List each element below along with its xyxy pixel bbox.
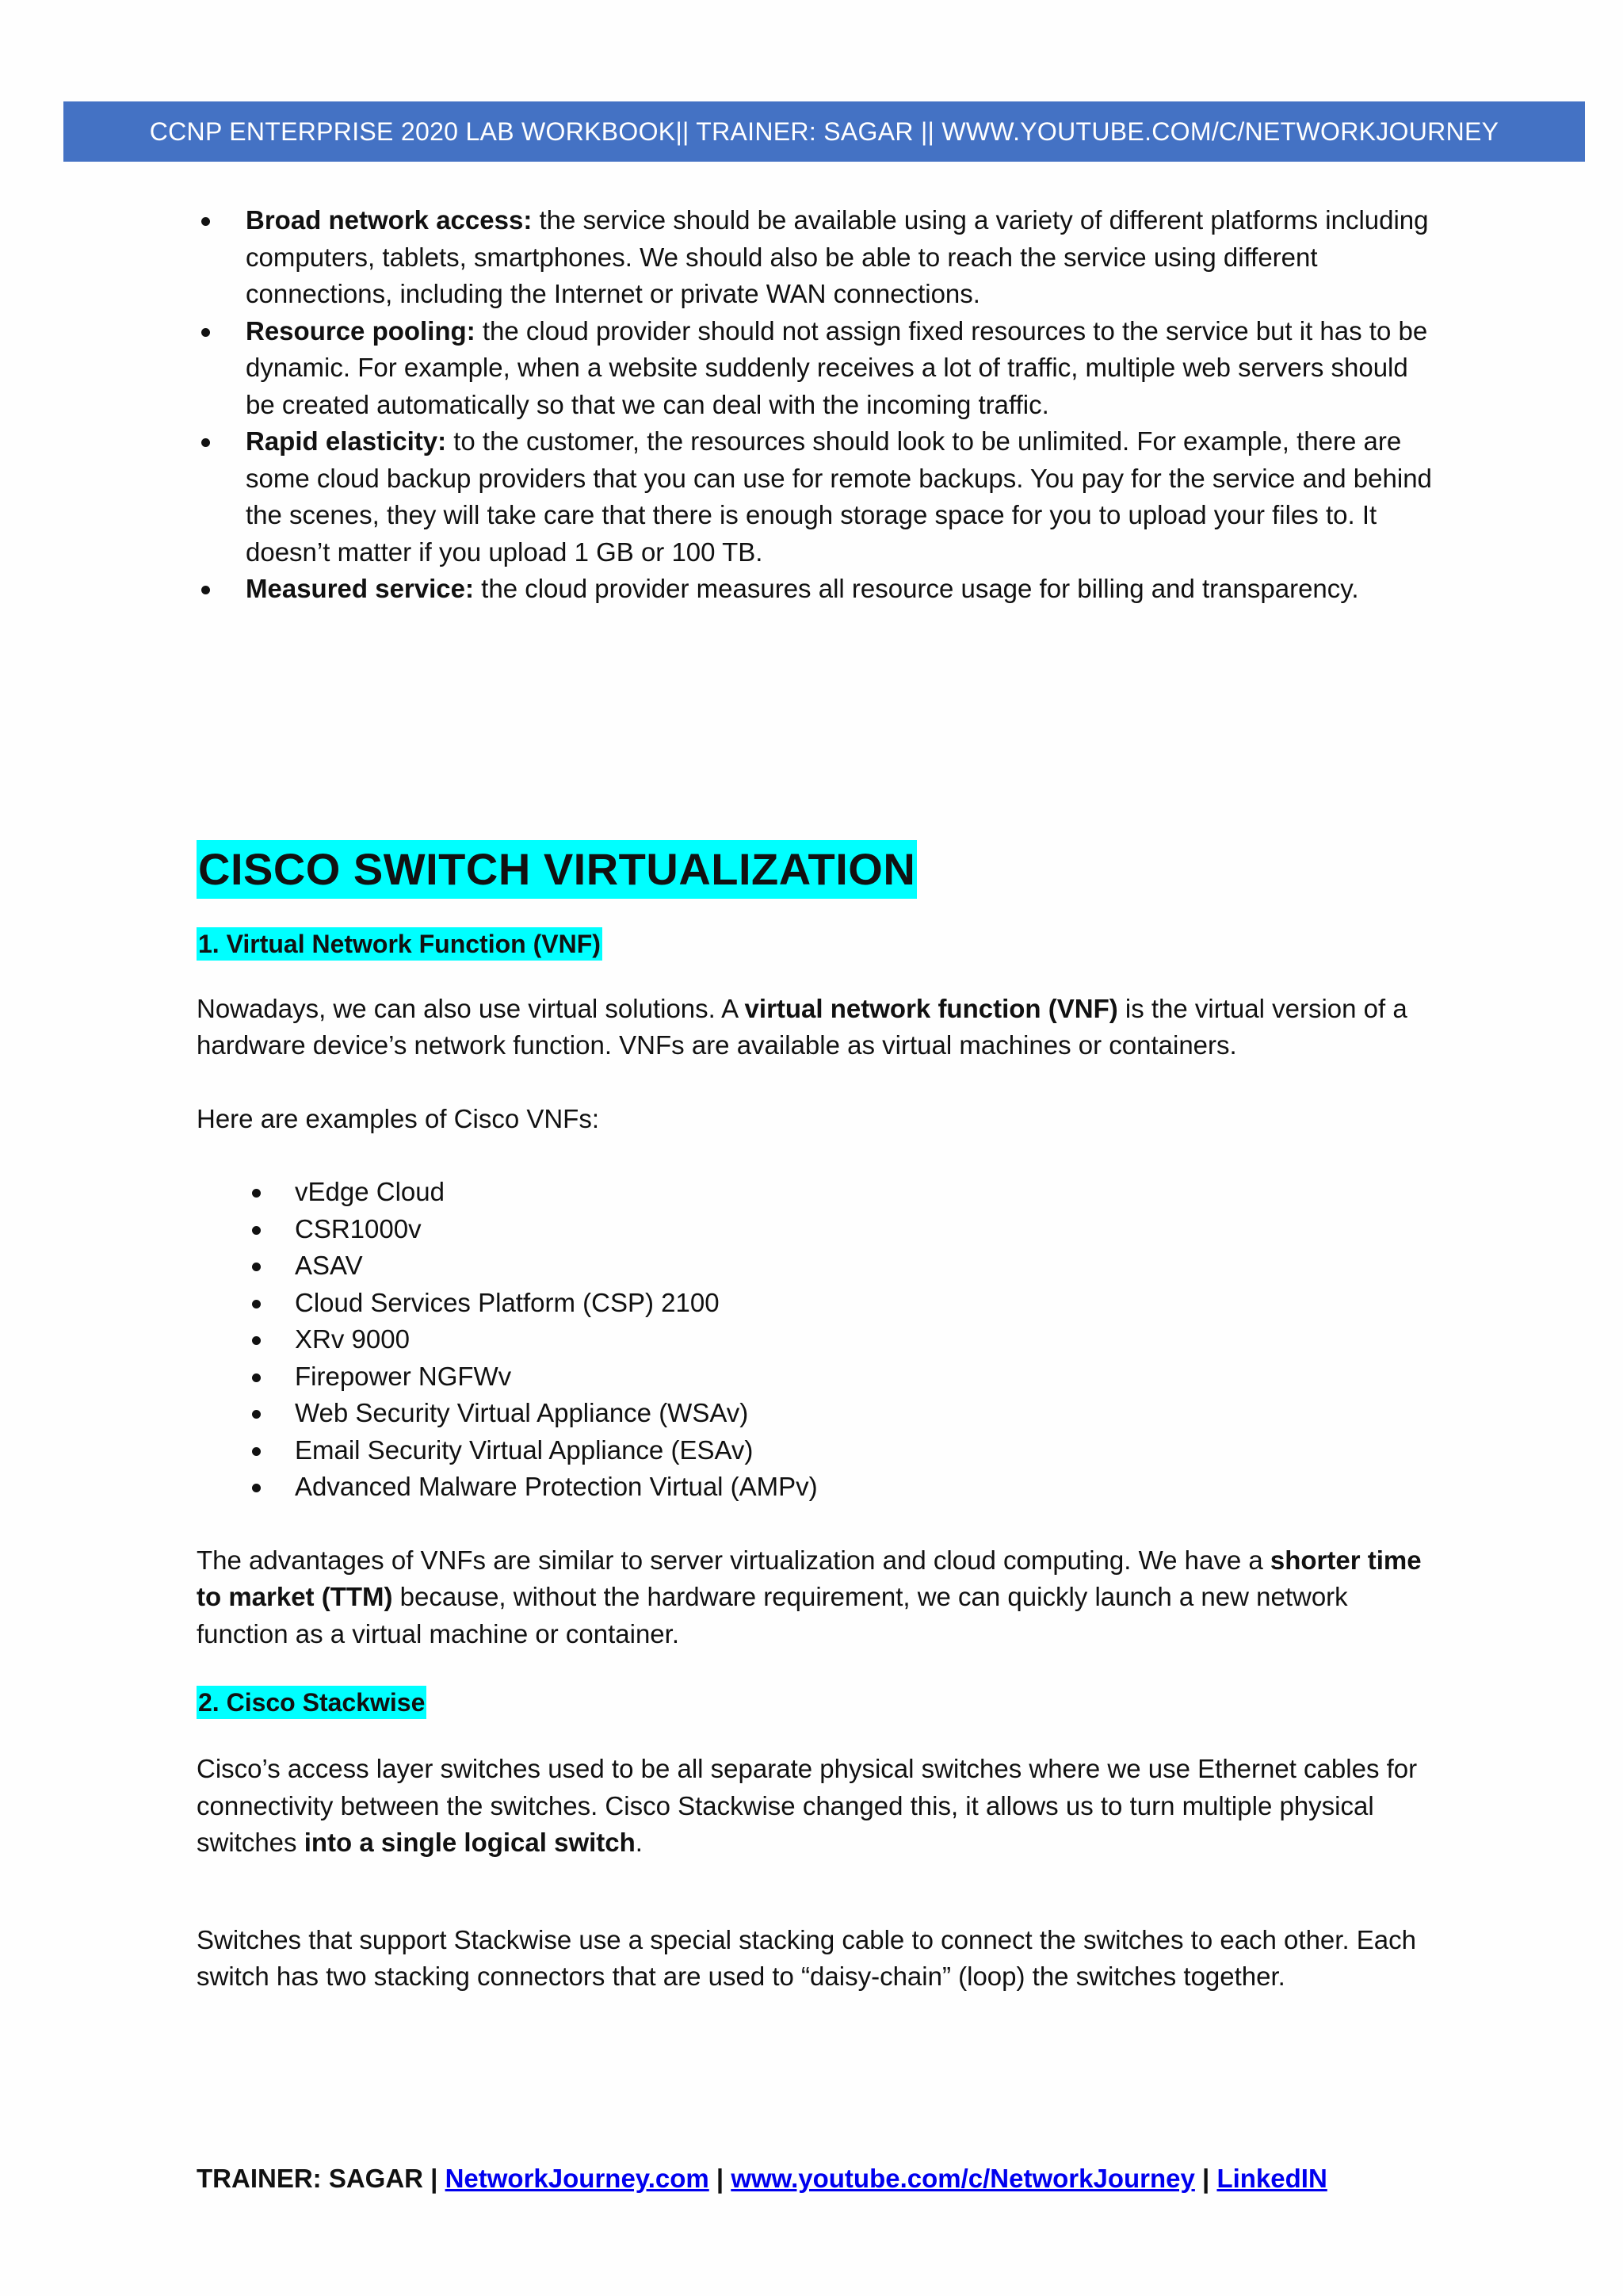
list-item (197, 202, 1433, 313)
page-content (197, 202, 1433, 1996)
bullet-icon (252, 1447, 261, 1456)
list-item (197, 1395, 1433, 1432)
footer-separator: | (1202, 2164, 1210, 2193)
list-item-text: CSR1000v (295, 1213, 422, 1244)
list-item-text: the cloud provider measures all resource usage for billing and transparency. (474, 574, 1359, 603)
list-item-term: Resource pooling: (246, 315, 475, 346)
page-header (63, 101, 1585, 162)
list-item-text: Email Security Virtual Appliance (ESAv) (295, 1435, 754, 1465)
text-run: . (635, 1828, 643, 1857)
bullet-icon (201, 438, 210, 447)
bold-term: into a single logical switch (304, 1828, 636, 1857)
list-item-term: Measured service: (246, 574, 474, 603)
list-item-text: Advanced Malware Protection Virtual (AMPv) (295, 1472, 818, 1501)
stackwise-heading: 2. Cisco Stackwise (197, 1686, 426, 1719)
stackwise-paragraph-1 (197, 1751, 1433, 1862)
bullet-icon (252, 1410, 261, 1419)
bullet-icon (252, 1373, 261, 1382)
text-run: Nowadays, we can also use virtual solutions. A (197, 993, 745, 1023)
list-item-text: Web Security Virtual Appliance (WSAv) (295, 1398, 749, 1427)
bullet-icon (201, 586, 210, 594)
cloud-characteristics-list (197, 202, 1433, 608)
list-item-text: vEdge Cloud (295, 1177, 445, 1206)
text-run: The advantages of VNFs are similar to server virtualization and cloud computing. We have a (197, 1545, 1270, 1575)
list-item-text: Cloud Services Platform (CSP) 2100 (295, 1287, 720, 1317)
list-item-text: XRv 9000 (295, 1324, 410, 1354)
list-item-text: ASAV (295, 1251, 363, 1280)
section-title: CISCO SWITCH VIRTUALIZATION (197, 840, 917, 899)
list-item (197, 1432, 1433, 1469)
list-item (197, 1247, 1433, 1285)
list-item (197, 313, 1433, 424)
vnf-intro-paragraph (197, 991, 1433, 1064)
list-item-term: Broad network access: (246, 205, 533, 235)
list-item-text: to the customer, the resources should look to be unlimited. For example, there are some cloud backup providers that you can use for remote backups. You pay for the service and behind the scenes, they will take care that there is enough storage space for you to upload your files to. It doesn’t matter if you upload 1 GB or 100 TB. (246, 426, 1432, 567)
vnf-heading: 1. Virtual Network Function (VNF) (197, 927, 602, 961)
list-item (197, 1358, 1433, 1396)
list-item (197, 1469, 1433, 1506)
footer-link-networkjourney[interactable]: NetworkJourney.com (445, 2164, 709, 2193)
bullet-icon (252, 1263, 261, 1271)
page-footer (197, 2164, 1327, 2194)
footer-link-linkedin[interactable]: LinkedIN (1216, 2164, 1327, 2193)
text-run: is the virtual version of a hardware device’s network function. VNFs are available as virtual machines or containers. (197, 993, 1407, 1060)
list-item-text: Firepower NGFWv (295, 1361, 512, 1391)
bullet-icon (252, 1300, 261, 1308)
text-run: because, without the hardware requirement, we can quickly launch a new network function as a virtual machine or container. (197, 1582, 1348, 1648)
vnf-examples-list (197, 1174, 1433, 1506)
bullet-icon (252, 1189, 261, 1198)
footer-trainer-label: TRAINER: SAGAR (197, 2164, 423, 2193)
bold-term: shorter time to market (TTM) (197, 1545, 1422, 1611)
bold-term: virtual network function (VNF) (744, 993, 1118, 1023)
footer-separator: | (716, 2164, 724, 2193)
header-text: CCNP ENTERPRISE 2020 LAB WORKBOOK|| TRAINER: SAGAR || WWW.YOUTUBE.COM/C/NETWORKJOURNEY (149, 117, 1499, 146)
list-item-text: the service should be available using a variety of different platforms including computers, tablets, smartphones. We should also be able to reach the service using different connections, including the Internet or private WAN connections. (246, 205, 1429, 308)
bullet-icon (201, 217, 210, 226)
list-item (197, 1211, 1433, 1248)
text-run: Cisco’s access layer switches used to be all separate physical switches where we use Ethernet cables for connectivity between the switches. Cisco Stackwise changed this, it allows us to turn multiple physical switches (197, 1754, 1418, 1857)
list-item (197, 423, 1433, 571)
stackwise-paragraph-2: Switches that support Stackwise use a special stacking cable to connect the switches to each other. Each switch has two stacking connectors that are used to “daisy-chain” (loop) the switches together. (197, 1924, 1417, 1991)
footer-separator: | (430, 2164, 438, 2193)
bullet-icon (201, 328, 210, 337)
list-item (197, 1321, 1433, 1358)
list-item-term: Rapid elasticity: (246, 426, 447, 456)
vnf-examples-intro: Here are examples of Cisco VNFs: (197, 1103, 600, 1133)
bullet-icon (252, 1484, 261, 1492)
list-item-text: the cloud provider should not assign fixed resources to the service but it has to be dynamic. For example, when a website suddenly receives a lot of traffic, multiple web servers should be created automatically so that we can deal with the incoming traffic. (246, 315, 1428, 419)
list-item (197, 1285, 1433, 1322)
bullet-icon (252, 1336, 261, 1345)
list-item (197, 1174, 1433, 1211)
vnf-advantages-paragraph (197, 1542, 1433, 1653)
footer-link-youtube[interactable]: www.youtube.com/c/NetworkJourney (731, 2164, 1195, 2193)
bullet-icon (252, 1226, 261, 1235)
list-item (197, 571, 1433, 608)
